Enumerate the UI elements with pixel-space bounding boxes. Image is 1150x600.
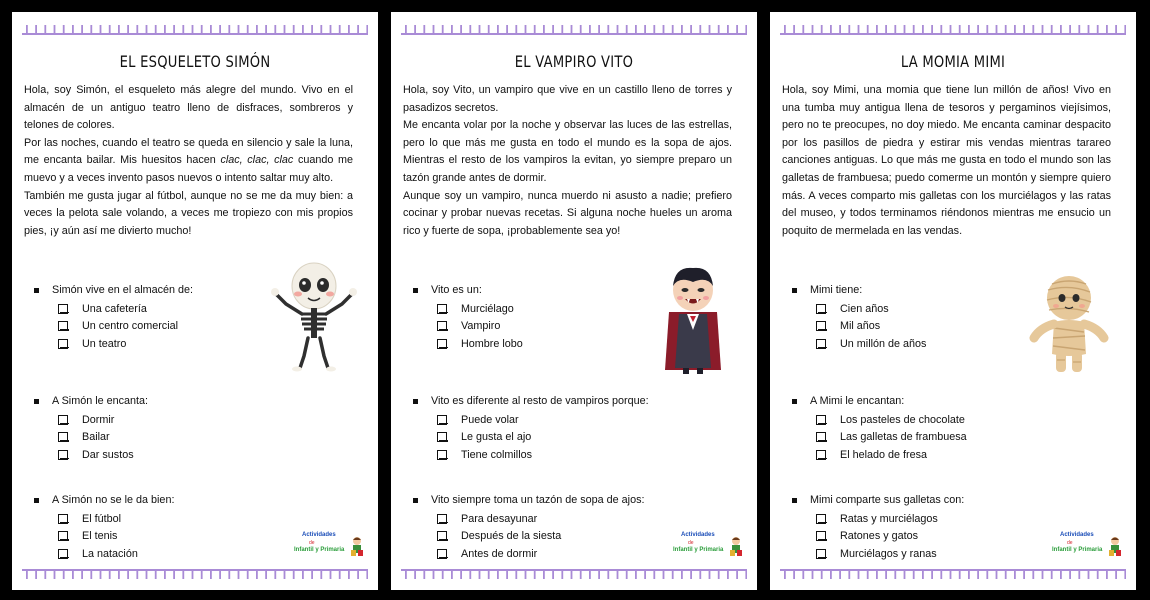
answer-option[interactable] <box>58 510 174 528</box>
checkbox-icon[interactable] <box>816 549 826 559</box>
option-label: Mil años <box>840 320 881 333</box>
site-logo <box>294 530 366 562</box>
story-paragraph: Aunque soy un vampiro, nunca muerdo ni asusto a nadie; prefiero cocinar y probar nuevas recetas. Si alguna noche hueles un aroma rico y fuerte de sopa, ¡probablemente sea yo! <box>403 189 732 237</box>
answer-option[interactable] <box>58 318 193 336</box>
option-label: La natación <box>82 547 138 560</box>
checkbox-icon[interactable] <box>816 321 826 331</box>
checkbox-icon[interactable] <box>437 321 447 331</box>
option-label: Un millón de años <box>840 337 927 350</box>
option-label: Después de la siesta <box>461 530 562 543</box>
question-label: A Simón le encanta: <box>52 395 149 407</box>
story-paragraph: También me gusta jugar al fútbol, aunque no se me da muy bien: a veces la pelota sale volando, a veces me tropiezo con mis propios pies, ¡y aún así me divierto mucho! <box>24 189 353 237</box>
question-label: Vito es un: <box>431 284 482 296</box>
decorative-border <box>22 566 368 580</box>
answer-option[interactable] <box>816 528 964 546</box>
option-label: Los pasteles de chocolate <box>840 413 965 426</box>
option-label: Las galletas de frambuesa <box>840 431 967 444</box>
option-label: Dormir <box>82 413 115 426</box>
story-text <box>782 82 1111 240</box>
question-label: Mimi tiene: <box>810 284 863 296</box>
question-label: Mimi comparte sus galletas con: <box>810 494 965 506</box>
bullet-icon <box>34 498 39 503</box>
option-label: Murciélagos y ranas <box>840 547 937 560</box>
answer-option[interactable] <box>816 318 926 336</box>
option-label: Cien años <box>840 302 889 315</box>
story-paragraph: Por las noches, cuando el teatro se queda en silencio y sale la luna, me encanta bailar. Mis huesitos hacen clac, clac, clac cuando me muevo y a veces invento pasos nuevos o intento saltar muy alto. <box>24 136 354 184</box>
option-label: Una cafetería <box>82 302 147 315</box>
answer-option[interactable] <box>437 446 649 464</box>
decorative-border <box>401 24 747 38</box>
checkbox-icon[interactable] <box>816 415 826 425</box>
decorative-border <box>401 566 747 580</box>
checkbox-icon[interactable] <box>58 321 68 331</box>
decorative-border <box>22 24 368 38</box>
skeleton-illustration <box>264 256 364 377</box>
question-label: A Simón no se le da bien: <box>52 494 175 506</box>
answer-option[interactable] <box>58 300 193 318</box>
story-paragraph: Hola, soy Vito, un vampiro que vive en un castillo lleno de torres y pasadizos secretos. <box>403 84 732 114</box>
answer-option[interactable] <box>816 510 964 528</box>
checkbox-icon[interactable] <box>437 549 447 559</box>
answer-option[interactable] <box>437 528 644 546</box>
logo-text-line3: Infantil y Primaria <box>1052 547 1103 553</box>
checkbox-icon[interactable] <box>816 304 826 314</box>
logo-text-line1: Actividades <box>302 532 336 538</box>
answer-option[interactable] <box>58 429 148 447</box>
answer-option[interactable] <box>58 335 193 353</box>
logo-text-line2: de <box>309 540 315 546</box>
question-block <box>792 282 926 353</box>
story-paragraph: Hola, soy Simón, el esqueleto más alegre del mundo. Vivo en el almacén de un antiguo teatro lleno de disfraces, sombreros y telones de colores. <box>24 84 353 132</box>
bullet-icon <box>792 288 797 293</box>
checkbox-icon[interactable] <box>816 432 826 442</box>
question-text <box>413 393 649 409</box>
question-text <box>413 282 523 298</box>
option-label: Le gusta el ajo <box>461 431 532 444</box>
logo-figure-icon <box>1108 536 1122 563</box>
option-label: Puede volar <box>461 413 519 426</box>
answer-option[interactable] <box>437 318 523 336</box>
checkbox-icon[interactable] <box>58 531 68 541</box>
answer-option[interactable] <box>58 411 148 429</box>
decorative-border <box>780 24 1126 38</box>
checkbox-icon[interactable] <box>816 531 826 541</box>
checkbox-icon[interactable] <box>437 415 447 425</box>
story-text <box>24 82 353 240</box>
logo-text-line2: de <box>688 540 694 546</box>
story-paragraph: Hola, soy Mimi, una momia que tiene lun millón de años! Vivo en una tumba muy antigua llena de tesoros y pergaminos viejísimos, pero no te preocupes, no doy miedo. Me encanta caminar despacito por los pasillos de piedra y estirar mis vendas mientras tarareo canciones antiguas. Lo que más me gusta en todo el mundo son las galletas de frambuesa; puedo comerme un montón y siempre quiero más. A veces comparto mis galletas con los murciélagos y las ratas del museo, y todos terminamos riéndonos mientras me ensucio un poquito de mermelada en las vendas. <box>782 84 1111 237</box>
question-block <box>34 492 174 563</box>
question-label: A Mimi le encantan: <box>810 395 905 407</box>
answer-option[interactable] <box>816 300 926 318</box>
answer-option[interactable] <box>816 446 967 464</box>
logo-text-line3: Infantil y Primaria <box>294 547 345 553</box>
question-label: Simón vive en el almacén de: <box>52 284 194 296</box>
question-text <box>792 282 926 298</box>
checkbox-icon[interactable] <box>437 339 447 349</box>
checkbox-icon[interactable] <box>58 339 68 349</box>
question-text <box>792 393 967 409</box>
logo-text-line1: Actividades <box>681 532 715 538</box>
option-label: Un centro comercial <box>82 320 179 333</box>
question-label: Vito es diferente al resto de vampiros porque: <box>431 395 649 407</box>
answer-option[interactable] <box>58 545 174 563</box>
option-label: El helado de fresa <box>840 448 928 461</box>
site-logo <box>1052 530 1124 562</box>
question-block <box>792 492 964 563</box>
question-text <box>792 492 964 508</box>
logo-figure-icon <box>350 536 364 563</box>
answer-option[interactable] <box>437 429 649 447</box>
decorative-border <box>780 566 1126 580</box>
option-label: Un teatro <box>82 337 127 350</box>
vampire-illustration <box>663 260 723 381</box>
checkbox-icon[interactable] <box>437 531 447 541</box>
logo-figure-icon <box>729 536 743 563</box>
option-label: Murciélago <box>461 302 514 315</box>
answer-option[interactable] <box>58 446 148 464</box>
checkbox-icon[interactable] <box>816 514 826 524</box>
option-label: Tiene colmillos <box>461 448 533 461</box>
question-text <box>34 282 193 298</box>
checkbox-icon[interactable] <box>437 304 447 314</box>
answer-option[interactable] <box>58 528 174 546</box>
question-block <box>413 492 644 563</box>
option-label: El fútbol <box>82 512 122 525</box>
answer-option[interactable] <box>816 335 926 353</box>
question-text <box>34 393 148 409</box>
worksheet-page-mummy <box>770 12 1136 590</box>
answer-option[interactable] <box>437 300 523 318</box>
checkbox-icon[interactable] <box>816 450 826 460</box>
checkbox-icon[interactable] <box>58 514 68 524</box>
answer-option[interactable] <box>437 510 644 528</box>
question-text <box>34 492 174 508</box>
checkbox-icon[interactable] <box>58 450 68 460</box>
question-block <box>792 393 967 464</box>
option-label: Antes de dormir <box>461 547 538 560</box>
bullet-icon <box>792 498 797 503</box>
site-logo <box>673 530 745 562</box>
option-label: Vampiro <box>461 320 501 333</box>
bullet-icon <box>413 399 418 404</box>
checkbox-icon[interactable] <box>58 549 68 559</box>
logo-text-line3: Infantil y Primaria <box>673 547 724 553</box>
answer-option[interactable] <box>816 545 964 563</box>
question-label: Vito siempre toma un tazón de sopa de ajos: <box>431 494 645 506</box>
answer-option[interactable] <box>437 411 649 429</box>
checkbox-icon[interactable] <box>437 514 447 524</box>
mummy-illustration <box>1024 266 1114 381</box>
checkbox-icon[interactable] <box>58 415 68 425</box>
checkbox-icon[interactable] <box>816 339 826 349</box>
question-block <box>34 393 148 464</box>
checkbox-icon[interactable] <box>58 304 68 314</box>
story-text <box>403 82 732 240</box>
worksheet-page-skeleton <box>12 12 378 590</box>
question-block <box>413 282 523 353</box>
option-label: Para desayunar <box>461 512 538 525</box>
question-text <box>413 492 644 508</box>
answer-option[interactable] <box>816 411 967 429</box>
checkbox-icon[interactable] <box>437 450 447 460</box>
option-label: Hombre lobo <box>461 337 523 350</box>
question-block <box>34 282 193 353</box>
logo-text-line1: Actividades <box>1060 532 1094 538</box>
checkbox-icon[interactable] <box>437 432 447 442</box>
checkbox-icon[interactable] <box>58 432 68 442</box>
worksheet-title: EL ESQUELETO SIMÓN <box>119 52 271 71</box>
logo-text-line2: de <box>1067 540 1073 546</box>
story-paragraph: Me encanta volar por la noche y observar las luces de las estrellas, pero lo que más me gusta en todo el mundo es la sopa de ajos. Mientras el resto de los vampiros la evitan, yo siempre preparo un tazón grande antes de dormir. <box>403 119 732 184</box>
option-label: El tenis <box>82 530 118 543</box>
option-label: Ratones y gatos <box>840 530 919 543</box>
question-block <box>413 393 649 464</box>
worksheet-title: LA MOMIA MIMI <box>900 52 1006 71</box>
bullet-icon <box>34 399 39 404</box>
option-label: Dar sustos <box>82 448 134 461</box>
answer-option[interactable] <box>816 429 967 447</box>
bullet-icon <box>413 288 418 293</box>
worksheet-title: EL VAMPIRO VITO <box>514 52 634 71</box>
worksheet-page-vampire <box>391 12 757 590</box>
bullet-icon <box>34 288 39 293</box>
bullet-icon <box>413 498 418 503</box>
answer-option[interactable] <box>437 545 644 563</box>
answer-option[interactable] <box>437 335 523 353</box>
option-label: Bailar <box>82 431 110 444</box>
bullet-icon <box>792 399 797 404</box>
option-label: Ratas y murciélagos <box>840 512 938 525</box>
